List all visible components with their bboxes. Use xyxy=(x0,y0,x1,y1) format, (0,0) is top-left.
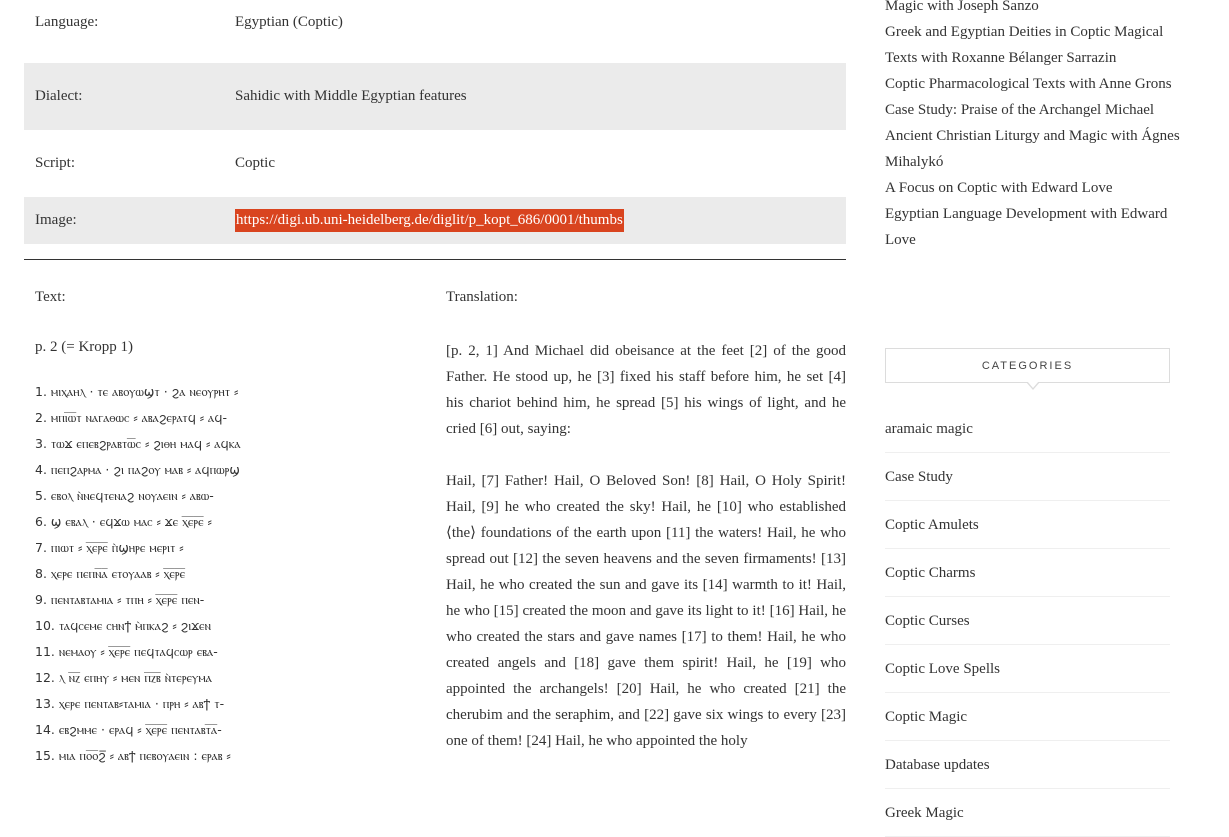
caret-down-icon xyxy=(1026,382,1040,390)
dialect-value: Sahidic with Middle Egyptian features xyxy=(235,88,467,104)
translation-paragraph: [p. 2, 1] And Michael did obeisance at the feet [2] of the good Father. He stood up, he [3] fixed his staff before him, he set [4] his chariot behind him, he spread [5] his wings of light, and he cried [6] out, saying: xyxy=(446,343,846,437)
category-link[interactable]: Coptic Charms xyxy=(885,549,1170,597)
image-row xyxy=(24,197,846,244)
page-reference: p. 2 (= Kropp 1) xyxy=(35,339,134,355)
language-label: Language: xyxy=(35,14,99,30)
category-link[interactable]: aramaic magic xyxy=(885,405,1170,453)
dialect-label: Dialect: xyxy=(35,88,83,104)
main-content xyxy=(24,0,846,763)
category-link[interactable]: Coptic Magic xyxy=(885,693,1170,741)
text-heading: Text: xyxy=(35,289,66,305)
coptic-line: 7. ⲡⲓⲱⲧ ⸗ ⲭ̅ⲉ̅ⲣ̅ⲉ̅ ⲡ̀ϣⲏⲣⲉ ⲙⲉⲣⲓⲧ ⸗ xyxy=(35,540,184,555)
translation-heading: Translation: xyxy=(446,289,518,305)
recent-post-link[interactable]: Greek and Egyptian Deities in Coptic Magical Texts with Roxanne Bélanger Sarrazin xyxy=(885,24,1164,66)
coptic-line: 14. ⲉⲃϩⲙⲙⲉ · ⲉⲣⲁϥ ⸗ ⲭ̅ⲉ̅ⲣ̅ⲉ̅ ⲡⲉⲛⲧⲁⲃⲧ̅ⲁ̅- xyxy=(35,722,222,737)
coptic-text-column xyxy=(35,289,435,769)
language-row xyxy=(24,0,846,45)
dialect-row xyxy=(24,63,846,130)
coptic-line: 4. ⲡⲉⲡϩⲁⲣⲙⲁ · ϩⲓ ⲡⲁϩⲟⲩ ⲙⲁⲃ ⸗ ⲁϥⲡⲱⲣϣ xyxy=(35,462,240,477)
recent-post-link[interactable]: Coptic Pharmacological Texts with Anne Grons xyxy=(885,76,1172,92)
recent-post-link[interactable]: Case Study: Praise of the Archangel Michael xyxy=(885,102,1155,118)
recent-post-link[interactable]: A Focus on Coptic with Edward Love xyxy=(885,180,1113,196)
translation-paragraph: Hail, [7] Father! Hail, O Beloved Son! [8] Hail, O Holy Spirit! Hail, [9] he who created the sky! Hail, he [10] who established ⟨the⟩ foundations of the earth upon [11] the waters! Hail, he who spread out [12] the seven heavens and the seven firmaments! [13] Hail, he who created the sun and gave its [14] warmth to it! Hail, he who [15] created the moon and gave its light to it! [16] Hail, he who created the stars and gave names [17] to them! Hail, he who created angels and [18] gave them spirit! Hail, he [19] who appointed the archangels! [20] Hail, he who created [21] the cherubim and the seraphim, and [22] gave six wings to every [23] one of them! [24] Hail, he who appointed the holy xyxy=(446,473,846,749)
category-link[interactable]: Case Study xyxy=(885,453,1170,501)
coptic-line: 13. ⲭⲉⲣⲉ ⲡⲉⲛⲧⲁⲃ⸗ⲧⲁⲙⲓⲁ · ⲡⲣⲏ ⸗ ⲁⲃϯ ⲧ- xyxy=(35,696,225,711)
coptic-line: 11. ⲛⲉⲙⲁⲟⲩ ⸗ ⲭ̅ⲉ̅ⲣ̅ⲉ̅ ⲡⲉϥⲧⲁϥⲥⲱⲣ ⲉⲃⲁ- xyxy=(35,644,218,659)
script-row xyxy=(24,130,846,197)
translation-column xyxy=(446,289,846,754)
section-divider xyxy=(24,259,846,260)
recent-post-link[interactable]: Egyptian Language Development with Edward Love xyxy=(885,206,1168,248)
coptic-line: 5. ⲉⲃⲟⲗ ⲛ̀ⲛⲉϥⲧⲉⲛⲁϩ ⲛⲟⲩⲁⲉⲓⲛ ⸗ ⲁⲃⲱ- xyxy=(35,488,214,503)
language-value: Egyptian (Coptic) xyxy=(235,14,343,30)
coptic-line: 3. ⲧⲱϫ ⲉⲡⲉⲃϩⲣⲁⲃⲧⲱ̅ⲥ ⸗ ϩⲓⲑⲏ ⲙⲁϥ ⸗ ⲁϥⲕⲁ xyxy=(35,436,241,451)
recent-post-link[interactable]: Ancient Christian Liturgy and Magic with Ágnes Mihalykó xyxy=(885,128,1180,170)
script-value: Coptic xyxy=(235,155,275,171)
image-link[interactable]: https://digi.ub.uni-heidelberg.de/diglit/p_kopt_686/0001/thumbs xyxy=(235,209,624,232)
category-link[interactable]: Coptic Love Spells xyxy=(885,645,1170,693)
category-link[interactable]: Coptic Amulets xyxy=(885,501,1170,549)
category-link[interactable]: Greek Magic xyxy=(885,789,1170,837)
script-label: Script: xyxy=(35,155,75,171)
coptic-line: 2. ⲙⲡⲓ̅ⲱ̅ⲧ ⲛⲁⲅⲁⲑⲱⲥ ⸗ ⲁⲃⲁϩⲉⲣⲁⲧϥ ⸗ ⲁϥ- xyxy=(35,410,228,425)
categories-list xyxy=(885,405,1170,837)
categories-heading-box xyxy=(885,348,1170,383)
coptic-line: 1. ⲙⲓⲭⲁⲏⲗ · ⲧⲉ ⲁⲃⲟⲩⲱϣⲧ · ϩⲁ ⲛⲉⲟⲩⲣⲏⲧ ⸗ xyxy=(35,384,239,399)
coptic-line: 15. ⲙⲓⲁ ⲡⲟ̅ⲟ̅ϩ̅ ⸗ ⲁⲃϯ ⲡⲉⲃⲟⲩⲁⲉⲓⲛ : ⲉⲣⲁⲃ ⸗ xyxy=(35,748,231,763)
coptic-lines xyxy=(35,379,435,769)
coptic-line: 12. ⲗ ⲛ̅ⲍ̅ ⲉⲡⲏⲩ ⸗ ⲙⲉⲛ ⲡ̅ⲍ̅ⲃ̅ ⲛ̀ⲧⲉⲣⲉⲩⲙⲁ xyxy=(35,670,212,685)
category-link[interactable]: Coptic Curses xyxy=(885,597,1170,645)
coptic-line: 8. ⲭⲉⲣⲉ ⲡⲉⲡⲛ̅ⲁ̅ ⲉⲧⲟⲩⲁⲁⲃ ⸗ ⲭ̅ⲉ̅ⲣ̅ⲉ̅ xyxy=(35,566,186,581)
recent-post-link[interactable]: Magic with Joseph Sanzo xyxy=(885,0,1039,14)
recent-posts-list xyxy=(885,0,1185,253)
category-link[interactable]: Database updates xyxy=(885,741,1170,789)
coptic-line: 10. ⲧⲁϥⲥⲉⲙⲉ ⲥⲏⲛϯ ⲙ̀ⲡⲕⲁϩ ⸗ ϩⲓϫⲉⲛ xyxy=(35,618,211,633)
categories-title: CATEGORIES xyxy=(981,359,1074,372)
coptic-line: 9. ⲡⲉⲛⲧⲁⲃⲧⲁⲙⲓⲁ ⸗ ⲧⲡⲏ ⸗ ⲭ̅ⲉ̅ⲣ̅ⲉ̅ ⲡⲉⲛ- xyxy=(35,592,205,607)
coptic-line: 6. ϣ ⲉⲃⲁⲗ · ⲉϥϫⲱ ⲙⲁⲥ ⸗ ϫⲉ ⲭ̅ⲉ̅ⲣ̅ⲉ̅ ⸗ xyxy=(35,514,212,529)
image-label: Image: xyxy=(35,212,77,228)
